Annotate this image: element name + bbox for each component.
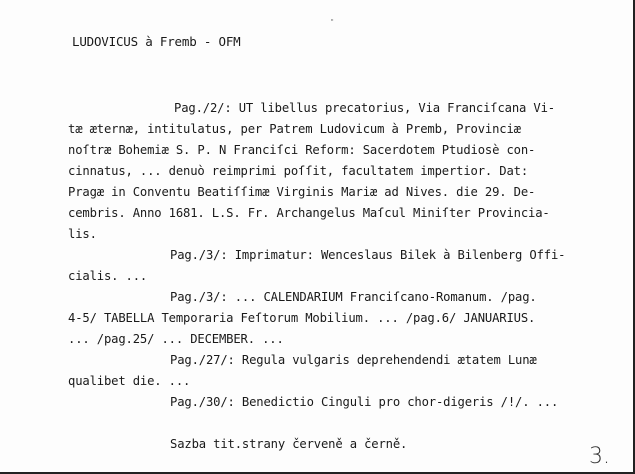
entry-line: Pag./3/: Imprimatur: Wenceslaus Bilek à Bilenberg Offi- bbox=[170, 248, 566, 262]
typesetting-note: Sazba tit.strany červeně a černě. bbox=[170, 437, 408, 451]
card-body bbox=[68, 98, 588, 455]
entry-line: lis. bbox=[68, 227, 97, 241]
entry-line: tæ æternæ, intitulatus, per Patrem Ludovicum à Premb, Provinciæ bbox=[68, 122, 521, 136]
entry-line: Pag./3/: ... CALENDARIUM Franciſcano-Romanum. /pag. bbox=[170, 290, 537, 304]
entry-line: Pag./2/: UT libellus precatorius, Via Franciſcana Vi- bbox=[174, 101, 555, 115]
entry-line: cembris. Anno 1681. L.S. Fr. Archangelus Maſcul Miniſter Provincia- bbox=[68, 206, 550, 220]
card-heading: LUDOVICUS à Fremb - OFM bbox=[72, 34, 241, 49]
page-number: 3. bbox=[589, 444, 610, 469]
entry-line: Pag./30/: Benedictio Cinguli pro chor-digeris /!/. ... bbox=[170, 395, 559, 409]
paper-speck: " bbox=[330, 18, 335, 26]
entry-line: Pragæ in Conventu Beatiſſimæ Virginis Mariæ ad Nives. die 29. De- bbox=[68, 185, 536, 199]
entry-line: cialis. ... bbox=[68, 269, 148, 283]
entry-line: ... /pag.25/ ... DECEMBER. ... bbox=[68, 332, 284, 346]
entry-line: Pag./27/: Regula vulgaris deprehendendi ætatem Lunæ bbox=[170, 353, 537, 367]
entry-line: qualibet die. ... bbox=[68, 374, 191, 388]
entry-line: 4-5/ TABELLA Temporaria Feſtorum Mobilium. ... /pag.6/ JANUARIUS. bbox=[68, 311, 536, 325]
entry-line: cinnatus, ... denuò reimprimi poſſit, facultatem impertior. Dat: bbox=[68, 164, 528, 178]
entry-line: noſtræ Bohemiæ S. P. N Franciſci Reform: Sacerdotem Ptudiosè con- bbox=[68, 143, 536, 157]
spacer bbox=[68, 413, 588, 434]
